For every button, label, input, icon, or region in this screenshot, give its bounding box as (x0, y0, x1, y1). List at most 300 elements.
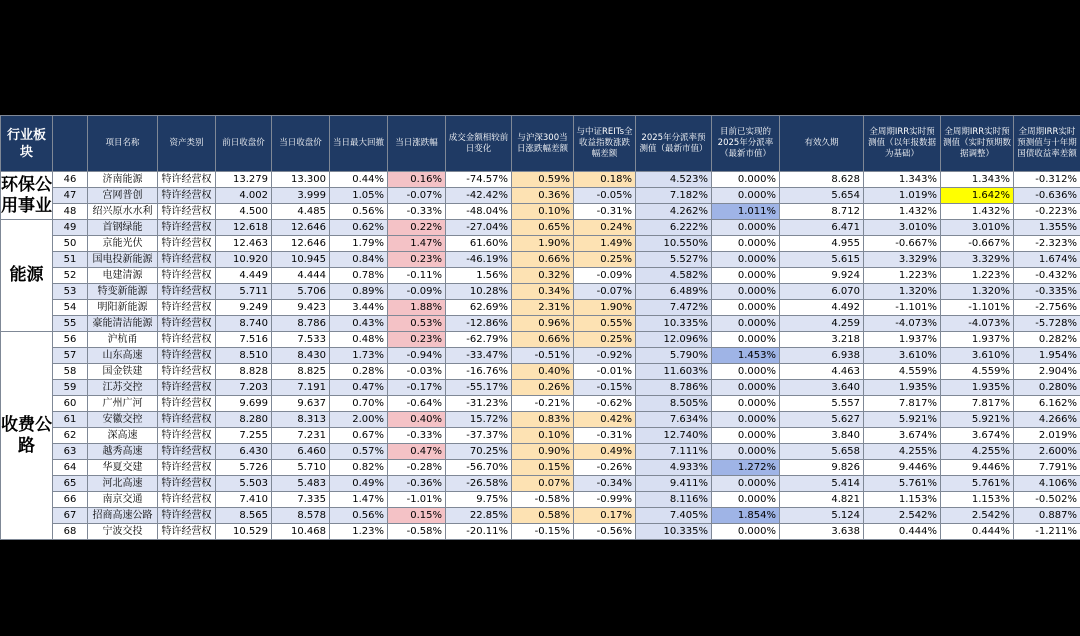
cell: 特许经营权 (158, 204, 216, 220)
cell: 广州广河 (88, 396, 158, 412)
cell: 0.23% (388, 332, 446, 348)
cell: -12.86% (446, 316, 512, 332)
cell: 0.15% (512, 460, 574, 476)
cell: 国金铁建 (88, 364, 158, 380)
cell: 5.726 (216, 460, 272, 476)
cell: 5.627 (780, 412, 864, 428)
cell: 6.070 (780, 284, 864, 300)
cell: 1.153% (941, 492, 1014, 508)
cell: 10.335% (636, 524, 712, 540)
cell: 12.646 (272, 220, 330, 236)
cell: 48 (53, 204, 88, 220)
cell: 9.446% (864, 460, 941, 476)
table-row (1, 236, 1080, 252)
cell: 3.674% (864, 428, 941, 444)
cell: 特许经营权 (158, 428, 216, 444)
cell: 1.854% (712, 508, 780, 524)
cell: -0.667% (864, 236, 941, 252)
column-header-16: 全周期IRR实时预测值与十年期国债收益率差额 (1014, 116, 1080, 172)
reits-table (0, 115, 1080, 540)
cell: -0.21% (512, 396, 574, 412)
cell: 61.60% (446, 236, 512, 252)
cell: 1.56% (446, 268, 512, 284)
cell: 越秀高速 (88, 444, 158, 460)
cell: -2.323% (1014, 236, 1080, 252)
cell: -4.073% (941, 316, 1014, 332)
table-row (1, 332, 1080, 348)
cell: 7.335 (272, 492, 330, 508)
cell: -0.03% (388, 364, 446, 380)
cell: 0.59% (512, 172, 574, 188)
cell: 4.559% (864, 364, 941, 380)
cell: 0.000% (712, 252, 780, 268)
cell: 8.786% (636, 380, 712, 396)
cell: 65 (53, 476, 88, 492)
cell: 5.706 (272, 284, 330, 300)
cell: 9.637 (272, 396, 330, 412)
cell: -1.101% (864, 300, 941, 316)
cell: 3.218 (780, 332, 864, 348)
cell: 0.000% (712, 316, 780, 332)
cell: 5.921% (864, 412, 941, 428)
cell: 62.69% (446, 300, 512, 316)
cell: 0.000% (712, 332, 780, 348)
cell: 50 (53, 236, 88, 252)
cell: -0.34% (574, 476, 636, 492)
cell: 0.17% (574, 508, 636, 524)
cell: 1.019% (864, 188, 941, 204)
cell: -0.33% (388, 428, 446, 444)
cell: 4.255% (941, 444, 1014, 460)
cell: 22.85% (446, 508, 512, 524)
cell: 华夏交建 (88, 460, 158, 476)
cell: 1.47% (388, 236, 446, 252)
cell: 5.527% (636, 252, 712, 268)
cell: 4.492 (780, 300, 864, 316)
cell: -0.58% (512, 492, 574, 508)
cell: -0.502% (1014, 492, 1080, 508)
cell: 0.47% (388, 444, 446, 460)
table-row (1, 348, 1080, 364)
header-row (1, 116, 1080, 172)
cell: 3.638 (780, 524, 864, 540)
cell: -16.76% (446, 364, 512, 380)
cell: 江苏交控 (88, 380, 158, 396)
table-row (1, 396, 1080, 412)
cell: 10.335% (636, 316, 712, 332)
cell: 8.825 (272, 364, 330, 380)
cell: 8.565 (216, 508, 272, 524)
cell: 9.411% (636, 476, 712, 492)
cell: 0.62% (330, 220, 388, 236)
cell: 0.84% (330, 252, 388, 268)
cell: 0.48% (330, 332, 388, 348)
cell: 1.935% (941, 380, 1014, 396)
cell: 0.000% (712, 188, 780, 204)
table-row (1, 364, 1080, 380)
cell: 0.000% (712, 476, 780, 492)
cell: 豪能清洁能源 (88, 316, 158, 332)
column-header-9: 与沪深300当日涨跌幅差额 (512, 116, 574, 172)
cell: 0.40% (388, 412, 446, 428)
cell: 特许经营权 (158, 172, 216, 188)
cell: 3.010% (941, 220, 1014, 236)
cell: 7.405% (636, 508, 712, 524)
cell: 8.628 (780, 172, 864, 188)
cell: 山东高速 (88, 348, 158, 364)
cell: 4.582% (636, 268, 712, 284)
cell: -0.335% (1014, 284, 1080, 300)
table-row (1, 492, 1080, 508)
cell: 57 (53, 348, 88, 364)
cell: 0.56% (330, 508, 388, 524)
cell: -0.11% (388, 268, 446, 284)
cell: 2.904% (1014, 364, 1080, 380)
data-sheet (0, 115, 1080, 540)
cell: 0.444% (864, 524, 941, 540)
cell: 6.430 (216, 444, 272, 460)
cell: 2.31% (512, 300, 574, 316)
cell: 56 (53, 332, 88, 348)
cell: 8.786 (272, 316, 330, 332)
table-body (1, 172, 1080, 540)
cell: 安徽交控 (88, 412, 158, 428)
cell: 0.40% (512, 364, 574, 380)
cell: 59 (53, 380, 88, 396)
cell: 0.000% (712, 220, 780, 236)
cell: 5.761% (941, 476, 1014, 492)
section-label: 环保公用事业 (1, 172, 53, 220)
table-row (1, 412, 1080, 428)
cell: 2.019% (1014, 428, 1080, 444)
cell: -20.11% (446, 524, 512, 540)
cell: 5.483 (272, 476, 330, 492)
cell: -55.17% (446, 380, 512, 396)
cell: 7.791% (1014, 460, 1080, 476)
cell: 5.557 (780, 396, 864, 412)
column-header-15: 全周期IRR实时预测值（实时预期数据调整） (941, 116, 1014, 172)
cell: -0.09% (388, 284, 446, 300)
cell: 5.615 (780, 252, 864, 268)
cell: 4.449 (216, 268, 272, 284)
cell: 8.828 (216, 364, 272, 380)
cell: 特变新能源 (88, 284, 158, 300)
cell: 5.711 (216, 284, 272, 300)
cell: 1.343% (941, 172, 1014, 188)
cell: -0.17% (388, 380, 446, 396)
cell: 1.47% (330, 492, 388, 508)
cell: -0.09% (574, 268, 636, 284)
cell: 10.28% (446, 284, 512, 300)
cell: 0.96% (512, 316, 574, 332)
cell: 7.191 (272, 380, 330, 396)
cell: 9.249 (216, 300, 272, 316)
cell: -0.31% (574, 204, 636, 220)
cell: 15.72% (446, 412, 512, 428)
cell: 7.516 (216, 332, 272, 348)
cell: 0.280% (1014, 380, 1080, 396)
cell: 0.000% (712, 444, 780, 460)
column-header-2: 项目名称 (88, 116, 158, 172)
cell: 5.710 (272, 460, 330, 476)
cell: 1.937% (941, 332, 1014, 348)
cell: 5.124 (780, 508, 864, 524)
cell: 1.153% (864, 492, 941, 508)
cell: 0.000% (712, 492, 780, 508)
cell: 1.432% (864, 204, 941, 220)
cell: 4.463 (780, 364, 864, 380)
cell: 0.65% (512, 220, 574, 236)
cell: 0.43% (330, 316, 388, 332)
cell: -0.92% (574, 348, 636, 364)
cell: -2.756% (1014, 300, 1080, 316)
cell: 11.603% (636, 364, 712, 380)
cell: 4.266% (1014, 412, 1080, 428)
cell: 7.472% (636, 300, 712, 316)
cell: -27.04% (446, 220, 512, 236)
cell: 64 (53, 460, 88, 476)
cell: 0.24% (574, 220, 636, 236)
cell: 1.88% (388, 300, 446, 316)
cell: 9.446% (941, 460, 1014, 476)
cell: 0.000% (712, 268, 780, 284)
cell: 66 (53, 492, 88, 508)
cell: 12.618 (216, 220, 272, 236)
cell: 0.000% (712, 172, 780, 188)
cell: -46.19% (446, 252, 512, 268)
cell: 1.49% (574, 236, 636, 252)
cell: 0.000% (712, 428, 780, 444)
cell: 0.000% (712, 300, 780, 316)
cell: 5.503 (216, 476, 272, 492)
cell: 8.116% (636, 492, 712, 508)
cell: 58 (53, 364, 88, 380)
cell: 0.16% (388, 172, 446, 188)
cell: 9.826 (780, 460, 864, 476)
cell: 京能光伏 (88, 236, 158, 252)
cell: 4.933% (636, 460, 712, 476)
cell: 1.223% (941, 268, 1014, 284)
cell: 0.282% (1014, 332, 1080, 348)
cell: -0.62% (574, 396, 636, 412)
cell: 8.740 (216, 316, 272, 332)
cell: -48.04% (446, 204, 512, 220)
cell: 0.22% (388, 220, 446, 236)
cell: 4.821 (780, 492, 864, 508)
cell: 1.642% (941, 188, 1014, 204)
table-row (1, 204, 1080, 220)
cell: 绍兴原水水利 (88, 204, 158, 220)
cell: -0.99% (574, 492, 636, 508)
cell: 13.279 (216, 172, 272, 188)
cell: 4.559% (941, 364, 1014, 380)
cell: 1.320% (864, 284, 941, 300)
cell: 0.57% (330, 444, 388, 460)
cell: 60 (53, 396, 88, 412)
cell: 3.640 (780, 380, 864, 396)
cell: -0.28% (388, 460, 446, 476)
table-row (1, 268, 1080, 284)
table-row (1, 508, 1080, 524)
cell: 0.000% (712, 412, 780, 428)
column-header-7: 当日涨跌幅 (388, 116, 446, 172)
cell: -26.58% (446, 476, 512, 492)
cell: 0.66% (512, 332, 574, 348)
cell: 1.79% (330, 236, 388, 252)
cell: 1.355% (1014, 220, 1080, 236)
column-header-3: 资产类别 (158, 116, 216, 172)
cell: 0.28% (330, 364, 388, 380)
cell: 0.49% (330, 476, 388, 492)
cell: 0.25% (574, 332, 636, 348)
cell: 1.90% (512, 236, 574, 252)
cell: 0.10% (512, 428, 574, 444)
cell: 4.444 (272, 268, 330, 284)
cell: 70.25% (446, 444, 512, 460)
cell: 7.231 (272, 428, 330, 444)
cell: 4.262% (636, 204, 712, 220)
cell: 5.921% (941, 412, 1014, 428)
cell: 0.58% (512, 508, 574, 524)
cell: 0.90% (512, 444, 574, 460)
cell: 8.280 (216, 412, 272, 428)
cell: 55 (53, 316, 88, 332)
cell: -1.211% (1014, 524, 1080, 540)
cell: 2.00% (330, 412, 388, 428)
cell: 0.42% (574, 412, 636, 428)
cell: 4.259 (780, 316, 864, 332)
cell: 0.15% (388, 508, 446, 524)
cell: 0.000% (712, 396, 780, 412)
table-row (1, 300, 1080, 316)
cell: 10.945 (272, 252, 330, 268)
cell: 3.674% (941, 428, 1014, 444)
cell: 3.329% (941, 252, 1014, 268)
cell: 61 (53, 412, 88, 428)
cell: -42.42% (446, 188, 512, 204)
cell: 7.817% (941, 396, 1014, 412)
cell: 特许经营权 (158, 492, 216, 508)
cell: 南京交通 (88, 492, 158, 508)
cell: 7.182% (636, 188, 712, 204)
cell: 1.937% (864, 332, 941, 348)
cell: 1.453% (712, 348, 780, 364)
cell: 3.329% (864, 252, 941, 268)
cell: 济南能源 (88, 172, 158, 188)
cell: 0.70% (330, 396, 388, 412)
cell: 深高速 (88, 428, 158, 444)
cell: 51 (53, 252, 88, 268)
cell: 特许经营权 (158, 460, 216, 476)
table-row (1, 172, 1080, 188)
cell: 1.320% (941, 284, 1014, 300)
cell: 1.223% (864, 268, 941, 284)
cell: -0.94% (388, 348, 446, 364)
cell: 特许经营权 (158, 508, 216, 524)
cell: 1.954% (1014, 348, 1080, 364)
cell: -0.33% (388, 204, 446, 220)
cell: 0.82% (330, 460, 388, 476)
cell: -0.36% (388, 476, 446, 492)
cell: 8.578 (272, 508, 330, 524)
cell: 特许经营权 (158, 476, 216, 492)
cell: 9.75% (446, 492, 512, 508)
cell: 2.542% (864, 508, 941, 524)
table-row (1, 188, 1080, 204)
cell: 46 (53, 172, 88, 188)
cell: 0.53% (388, 316, 446, 332)
section-label: 收费公路 (1, 332, 53, 540)
cell: 1.432% (941, 204, 1014, 220)
cell: 0.887% (1014, 508, 1080, 524)
column-header-11: 2025年分派率预测值（最新市值） (636, 116, 712, 172)
cell: 4.106% (1014, 476, 1080, 492)
cell: 9.423 (272, 300, 330, 316)
cell: 6.222% (636, 220, 712, 236)
column-header-0: 行业板块 (1, 116, 53, 172)
cell: 0.000% (712, 380, 780, 396)
table-row (1, 476, 1080, 492)
cell: -0.636% (1014, 188, 1080, 204)
cell: 3.44% (330, 300, 388, 316)
cell: 特许经营权 (158, 348, 216, 364)
table-row (1, 428, 1080, 444)
cell: 特许经营权 (158, 444, 216, 460)
cell: 0.67% (330, 428, 388, 444)
cell: 10.529 (216, 524, 272, 540)
cell: 河北高速 (88, 476, 158, 492)
cell: 0.26% (512, 380, 574, 396)
cell: 13.300 (272, 172, 330, 188)
cell: 3.840 (780, 428, 864, 444)
cell: 2.600% (1014, 444, 1080, 460)
column-header-14: 全周期IRR实时预测值（以年报数据为基础） (864, 116, 941, 172)
cell: 1.011% (712, 204, 780, 220)
cell: -0.51% (512, 348, 574, 364)
section-label: 能源 (1, 220, 53, 332)
cell: -74.57% (446, 172, 512, 188)
table-row (1, 220, 1080, 236)
cell: -0.64% (388, 396, 446, 412)
cell: -37.37% (446, 428, 512, 444)
cell: 特许经营权 (158, 412, 216, 428)
cell: 0.49% (574, 444, 636, 460)
column-header-1 (53, 116, 88, 172)
cell: 12.463 (216, 236, 272, 252)
cell: 0.32% (512, 268, 574, 284)
cell: 53 (53, 284, 88, 300)
table-row (1, 524, 1080, 540)
cell: 特许经营权 (158, 236, 216, 252)
cell: 宁波交投 (88, 524, 158, 540)
cell: 0.56% (330, 204, 388, 220)
cell: 0.83% (512, 412, 574, 428)
cell: 68 (53, 524, 88, 540)
cell: 特许经营权 (158, 332, 216, 348)
cell: 6.471 (780, 220, 864, 236)
column-header-6: 当日最大回撤 (330, 116, 388, 172)
cell: 10.550% (636, 236, 712, 252)
cell: 0.34% (512, 284, 574, 300)
cell: 0.89% (330, 284, 388, 300)
cell: 特许经营权 (158, 380, 216, 396)
cell: 12.740% (636, 428, 712, 444)
column-header-4: 前日收盘价 (216, 116, 272, 172)
cell: 3.999 (272, 188, 330, 204)
cell: -0.15% (574, 380, 636, 396)
cell: 特许经营权 (158, 524, 216, 540)
cell: 10.920 (216, 252, 272, 268)
